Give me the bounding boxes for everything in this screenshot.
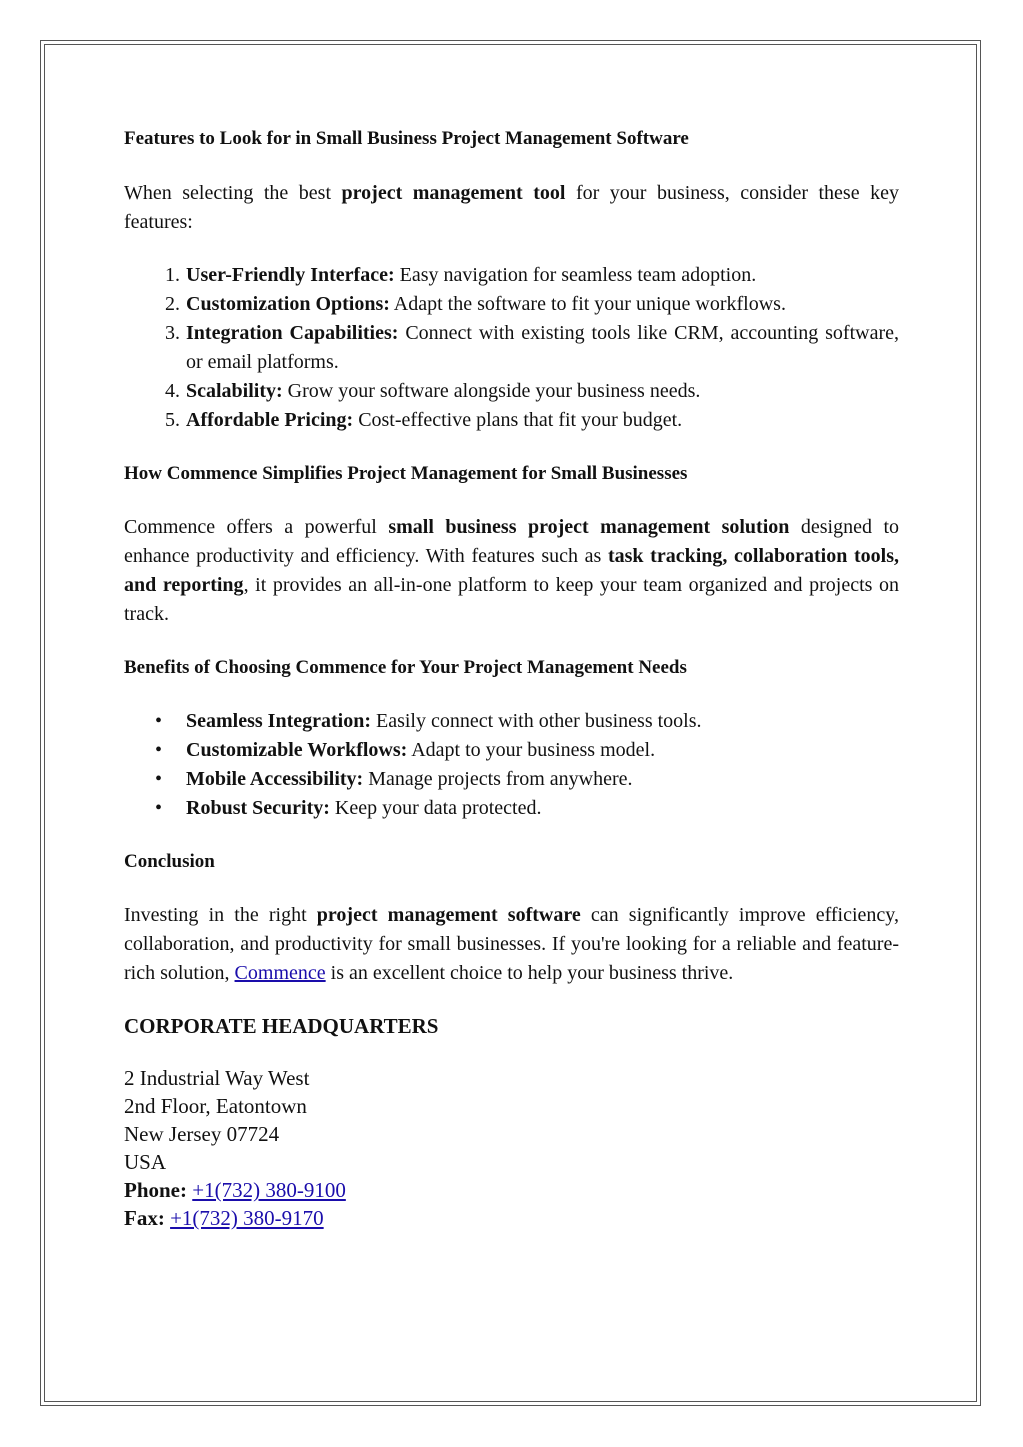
paragraph-text: Commence offers a powerful (124, 516, 389, 538)
hq-heading: CORPORATE HEADQUARTERS (124, 1014, 439, 1038)
list-item-text: Grow your software alongside your business needs. (282, 380, 701, 402)
paragraph-text: , it provides an all-in-one platform to keep your team organized and projects on track. (124, 574, 899, 625)
list-item-label: Mobile Accessibility: (186, 768, 364, 790)
hq-address (124, 1064, 899, 1232)
intro-text: When selecting the best (124, 182, 342, 204)
list-item-label: Scalability: (186, 380, 283, 402)
commence-paragraph (124, 513, 899, 629)
commence-link[interactable]: Commence (234, 962, 326, 984)
list-item-label: User-Friendly Interface: (186, 264, 395, 286)
section-heading-features: Features to Look for in Small Business Project Management Software (124, 128, 689, 149)
paragraph-bold: project management software (316, 904, 581, 926)
list-number: 3. (165, 322, 180, 344)
list-item-text: Easy navigation for seamless team adoption. (394, 264, 757, 286)
list-number: 2. (165, 293, 180, 315)
paragraph-bold: small business project management solution (388, 516, 790, 538)
fax-label: Fax: (124, 1206, 165, 1230)
list-item-text: Keep your data protected. (329, 797, 542, 819)
list-item (124, 736, 899, 765)
list-item-label: Robust Security: (186, 797, 330, 819)
paragraph-text: designed to enhance productivity and efficiency. With features such as (124, 516, 899, 567)
list-item-label: Integration Capabilities: (186, 322, 399, 344)
bullet-icon: • (155, 710, 163, 732)
list-item-label: Seamless Integration: (186, 710, 371, 732)
features-list (124, 261, 899, 435)
conclusion-paragraph (124, 901, 899, 988)
fax-link[interactable]: +1(732) 380-9170 (170, 1206, 324, 1230)
list-item (124, 765, 899, 794)
benefits-list (124, 707, 899, 823)
list-item-text: Connect with existing tools like CRM, accounting software, or email platforms. (186, 322, 899, 373)
paragraph-text: can significantly improve efficiency, collaboration, and productivity for small businesses. If you're looking for a reliable and feature-rich solution, (124, 904, 899, 984)
intro-bold: project management tool (341, 182, 566, 204)
bullet-icon: • (155, 768, 163, 790)
intro-text-end: for your business, consider these key features: (124, 182, 899, 233)
address-line: USA (124, 1150, 167, 1174)
section-heading-benefits: Benefits of Choosing Commence for Your Project Management Needs (124, 657, 687, 678)
list-item (124, 319, 899, 377)
list-item (124, 290, 899, 319)
features-intro (124, 179, 899, 237)
bullet-icon: • (155, 739, 163, 761)
paragraph-bold: task tracking, collaboration tools, and reporting (124, 545, 899, 596)
list-number: 1. (165, 264, 180, 286)
paragraph-text: is an excellent choice to help your business thrive. (325, 962, 734, 984)
list-item-text: Adapt the software to fit your unique workflows. (389, 293, 786, 315)
section-heading-conclusion: Conclusion (124, 851, 215, 872)
phone-label: Phone: (124, 1178, 187, 1202)
list-item (124, 406, 899, 435)
address-line: 2 Industrial Way West (124, 1066, 310, 1090)
list-item-text: Adapt to your business model. (407, 739, 656, 761)
list-item (124, 261, 899, 290)
list-item-text: Manage projects from anywhere. (363, 768, 633, 790)
bullet-icon: • (155, 797, 163, 819)
list-number: 5. (165, 409, 180, 431)
list-item (124, 794, 899, 823)
document-body (124, 126, 899, 1232)
list-number: 4. (165, 380, 180, 402)
paragraph-text: Investing in the right (124, 904, 317, 926)
phone-line (124, 1176, 899, 1204)
section-heading-commence: How Commence Simplifies Project Management for Small Businesses (124, 463, 688, 484)
list-item-text: Cost-effective plans that fit your budget. (353, 409, 683, 431)
list-item-label: Customization Options: (186, 293, 390, 315)
address-line: 2nd Floor, Eatontown (124, 1094, 307, 1118)
list-item-label: Affordable Pricing: (186, 409, 354, 431)
address-line: New Jersey 07724 (124, 1122, 280, 1146)
fax-line (124, 1204, 899, 1232)
list-item (124, 377, 899, 406)
list-item (124, 707, 899, 736)
list-item-text: Easily connect with other business tools. (370, 710, 702, 732)
list-item-label: Customizable Workflows: (186, 739, 408, 761)
phone-link[interactable]: +1(732) 380-9100 (192, 1178, 346, 1202)
